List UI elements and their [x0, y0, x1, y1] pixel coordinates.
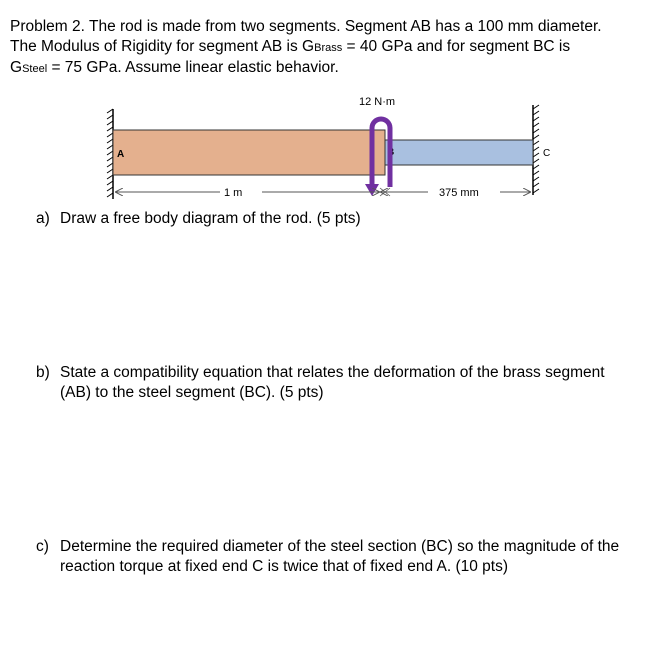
label-c: C — [543, 148, 551, 159]
segment-bc-steel — [385, 140, 533, 165]
fixed-support-c — [533, 105, 539, 195]
fixed-support-a — [107, 109, 113, 199]
question-a-label: a) — [36, 210, 50, 227]
problem-line-2-text: The Modulus of Rigidity for segment AB is G — [10, 38, 315, 55]
dimension-ab-label: 1 m — [224, 187, 243, 199]
subscript-steel: Steel — [22, 63, 48, 75]
dimension-bc-label: 375 mm — [439, 187, 479, 199]
problem-line-3-tail: = 75 GPa. Assume linear elastic behavior. — [47, 59, 339, 76]
problem-line-2-tail: = 40 GPa and for segment BC is — [342, 38, 571, 55]
rod-diagram — [0, 0, 665, 240]
segment-ab-brass — [113, 130, 385, 175]
question-c-label: c) — [36, 538, 49, 555]
question-a-text: Draw a free body diagram of the rod. (5 pts) — [60, 210, 361, 227]
question-b-text: State a compatibility equation that relates the deformation of the brass segment (AB) to the steel segment (BC). (5 pts) — [60, 364, 605, 401]
label-a: A — [117, 149, 125, 160]
question-b-label: b) — [36, 364, 50, 381]
torque-label: 12 N·m — [359, 96, 396, 108]
label-b: B — [387, 147, 395, 158]
problem-line-1: Problem 2. The rod is made from two segments. Segment AB has a 100 mm diameter. — [10, 18, 602, 35]
subscript-brass: Brass — [314, 42, 343, 54]
problem-line-3-text: G — [10, 59, 23, 76]
question-c-text: Determine the required diameter of the steel section (BC) so the magnitude of the reaction torque at fixed end C is twice that of fixed end A. (10 pts) — [60, 538, 620, 575]
